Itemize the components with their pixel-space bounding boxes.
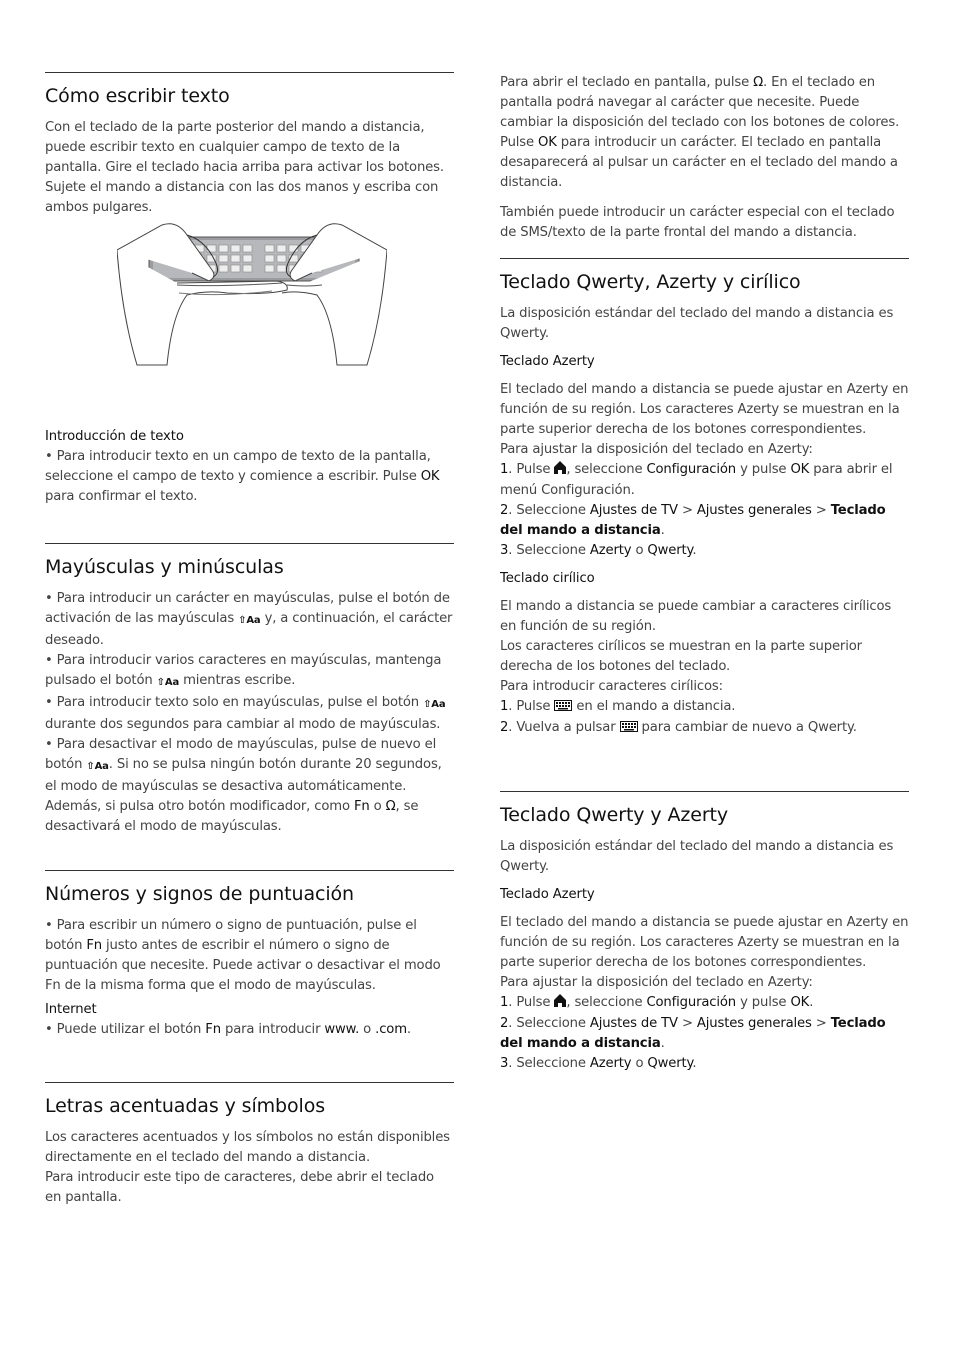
ok-key-label: OK xyxy=(420,469,440,484)
text: para confirmar el texto. xyxy=(45,489,198,504)
omega-icon: Ω xyxy=(385,799,396,814)
text: . xyxy=(809,995,814,1010)
step-1 xyxy=(500,460,909,501)
shift-caps-icon: ⇧Aa xyxy=(156,677,180,688)
step-number: 2 xyxy=(500,503,509,518)
bullet-uppercase-3 xyxy=(45,693,454,735)
text: . xyxy=(692,1056,697,1071)
text: o xyxy=(631,543,648,558)
onscreen-keyboard-block xyxy=(500,73,909,243)
text: para introducir un carácter. El teclado en pantalla desaparecerá al pulsar un carácter en el teclado del mando a distancia. xyxy=(500,135,898,190)
text: . Pulse xyxy=(508,462,555,477)
text: , seleccione xyxy=(566,462,647,477)
section-letras-acentuadas xyxy=(45,1082,454,1208)
option-label: Azerty xyxy=(589,543,632,558)
step-number: 3 xyxy=(500,1056,509,1071)
section-mayusculas xyxy=(45,543,454,837)
com-label: .com xyxy=(375,1022,407,1037)
step-1 xyxy=(500,697,909,718)
paragraph xyxy=(500,73,909,193)
section-title: Números y signos de puntuación xyxy=(45,883,354,905)
text: durante dos segundos para cambiar al modo de mayúsculas. xyxy=(45,717,441,732)
section-title: Teclado Qwerty, Azerty y cirílico xyxy=(500,271,801,293)
paragraph: Los caracteres acentuados y los símbolos no están disponibles directamente en el teclado del mando a distancia. xyxy=(45,1130,450,1165)
hands-holding-remote-keyboard-illustration xyxy=(117,165,387,390)
subsection-title: Teclado Azerty xyxy=(500,354,595,369)
text: o xyxy=(369,799,386,814)
home-icon xyxy=(554,994,566,1014)
subsection-title: Teclado cirílico xyxy=(500,571,595,586)
text: en el mando a distancia. xyxy=(572,699,736,714)
text: . xyxy=(406,1022,411,1037)
caps-key-label: Aa xyxy=(431,699,446,710)
paragraph: La disposición estándar del teclado del mando a distancia es Qwerty. xyxy=(500,306,894,341)
paragraph: El teclado del mando a distancia se puede ajustar en Azerty en función de su región. Los caracteres Azerty se muestran en la parte superior derecha de los botones correspondientes. xyxy=(500,382,909,437)
caps-key-label: Aa xyxy=(246,615,261,626)
text: > xyxy=(811,503,831,518)
section-title: Cómo escribir texto xyxy=(45,85,230,107)
text: • Para introducir texto en un campo de texto de la pantalla, seleccione el campo de texto y comience a escribir. Pulse xyxy=(45,449,431,484)
text: , seleccione xyxy=(566,995,647,1010)
text: . En el teclado en pantalla podrá navegar al carácter que necesite. Puede cambiar la disposición del teclado con los botones de colores. Pulse xyxy=(500,75,900,150)
paragraph: Para ajustar la disposición del teclado en Azerty: xyxy=(500,442,813,457)
text: o xyxy=(631,1056,648,1071)
caps-key-label: Aa xyxy=(164,677,180,688)
step-number: 2 xyxy=(500,720,509,735)
section-title: Teclado Qwerty y Azerty xyxy=(500,804,729,826)
paragraph: Los caracteres cirílicos se muestran en la parte superior derecha de los botones del teclado. xyxy=(500,639,862,674)
text: . Vuelva a pulsar xyxy=(508,720,620,735)
option-label: Qwerty xyxy=(647,1056,693,1071)
option-label: Azerty xyxy=(589,1056,632,1071)
section-title: Letras acentuadas y símbolos xyxy=(45,1095,326,1117)
cyrillic-keyboard-icon xyxy=(554,698,572,718)
text: > xyxy=(677,1016,697,1031)
www-label: www. xyxy=(324,1022,360,1037)
section-title: Mayúsculas y minúsculas xyxy=(45,556,284,578)
shift-caps-icon: ⇧Aa xyxy=(86,761,109,772)
text: . Si no se pulsa ningún botón durante 20 segundos, el modo de mayúsculas se desactiva automáticamente. Además, si pulsa otro botón modificador, como xyxy=(45,757,442,814)
step-1 xyxy=(500,993,909,1014)
step-2 xyxy=(500,501,909,541)
step-number: 1 xyxy=(500,995,509,1010)
subsection-title: Introducción de texto xyxy=(45,429,184,444)
step-3 xyxy=(500,1054,909,1074)
menu-label: Teclado del mando a distancia xyxy=(500,1016,886,1051)
bullet-text-entry xyxy=(45,447,454,507)
paragraph: Para introducir caracteres cirílicos: xyxy=(500,679,723,694)
menu-label: Ajustes de TV xyxy=(589,503,678,518)
option-label: Qwerty xyxy=(647,543,693,558)
text: • Para desactivar el modo de mayúsculas, pulse de nuevo el botón xyxy=(45,737,437,772)
text: . Pulse xyxy=(508,995,555,1010)
shift-caps-icon: ⇧Aa xyxy=(238,615,261,626)
step-3 xyxy=(500,541,909,561)
paragraph: El mando a distancia se puede cambiar a caracteres cirílicos en función de su región. xyxy=(500,599,892,634)
paragraph: Para ajustar la disposición del teclado en Azerty: xyxy=(500,975,813,990)
bullet-uppercase-2 xyxy=(45,651,454,693)
ok-key-label: OK xyxy=(538,135,557,150)
home-icon xyxy=(554,461,566,481)
bullet-internet xyxy=(45,1020,454,1040)
paragraph: Para introducir este tipo de caracteres, debe abrir el teclado en pantalla. xyxy=(45,1170,434,1205)
paragraph: La disposición estándar del teclado del mando a distancia es Qwerty. xyxy=(500,839,894,874)
text: Para abrir el teclado en pantalla, pulse xyxy=(500,75,754,90)
config-menu-label: Configuración xyxy=(646,462,737,477)
text: . Seleccione xyxy=(508,1016,590,1031)
shift-caps-icon: ⇧Aa xyxy=(423,699,446,710)
text: • Para introducir un carácter en mayúsculas, pulse el botón de activación de las mayúsculas xyxy=(45,591,450,626)
paragraph: También puede introducir un carácter especial con el teclado de SMS/texto de la parte frontal del mando a distancia. xyxy=(500,205,895,240)
step-2 xyxy=(500,1014,909,1054)
text-entry-block xyxy=(45,427,454,507)
text: • Para escribir un número o signo de puntuación, pulse el botón xyxy=(45,918,417,953)
step-number: 1 xyxy=(500,462,509,477)
text: para abrir el menú Configuración. xyxy=(500,462,893,498)
text: > xyxy=(811,1016,831,1031)
paragraph: El teclado del mando a distancia se puede ajustar en Azerty en función de su región. Los caracteres Azerty se muestran en la parte superior derecha de los botones correspondientes. xyxy=(500,915,909,970)
text: justo antes de escribir el número o signo de puntuación que necesite. Puede activar o desactivar el modo Fn de la misma forma que el modo de mayúsculas. xyxy=(45,938,441,993)
text: y, a continuación, el carácter deseado. xyxy=(45,611,453,648)
bullet-uppercase-4 xyxy=(45,735,454,837)
config-menu-label: Configuración xyxy=(646,995,737,1010)
step-number: 3 xyxy=(500,543,509,558)
section-qwerty-azerty-cirilico xyxy=(500,258,909,739)
menu-label: Ajustes generales xyxy=(696,503,812,518)
caps-key-label: Aa xyxy=(94,761,109,772)
omega-icon: Ω xyxy=(753,75,764,90)
text: • Para introducir texto solo en mayúsculas, pulse el botón xyxy=(45,695,424,710)
section-numeros xyxy=(45,870,454,1040)
text: y pulse xyxy=(736,462,791,477)
text: mientras escribe. xyxy=(179,673,296,688)
fn-key-label: Fn xyxy=(205,1022,221,1037)
step-number: 2 xyxy=(500,1016,509,1031)
text: . xyxy=(660,523,665,538)
step-number: 1 xyxy=(500,699,509,714)
text: para introducir xyxy=(220,1022,325,1037)
text: . Pulse xyxy=(508,699,555,714)
subsection-title: Internet xyxy=(45,1002,97,1017)
text: , se desactivará el modo de mayúsculas. xyxy=(45,799,419,834)
text: . Seleccione xyxy=(508,543,590,558)
step-2 xyxy=(500,718,909,739)
menu-label: Ajustes de TV xyxy=(589,1016,678,1031)
menu-label: Teclado del mando a distancia xyxy=(500,503,886,538)
text: . xyxy=(692,543,697,558)
bullet-numbers xyxy=(45,916,454,996)
fn-key-label: Fn xyxy=(86,938,102,953)
section-qwerty-azerty xyxy=(500,791,909,1074)
text: . Seleccione xyxy=(508,1056,590,1071)
text: o xyxy=(359,1022,376,1037)
text: . Seleccione xyxy=(508,503,590,518)
text: > xyxy=(677,503,697,518)
paragraph: Con el teclado de la parte posterior del mando a distancia, puede escribir texto en cualquier campo de texto de la pantalla. Gire el teclado hacia arriba para activar los botones. Sujete el mando a distancia con las dos manos y escriba con ambos pulgares. xyxy=(45,120,444,215)
text: • Para introducir varios caracteres en mayúsculas, mantenga pulsado el botón xyxy=(45,653,442,688)
text: . xyxy=(660,1036,665,1051)
text: para cambiar de nuevo a Qwerty. xyxy=(637,720,857,735)
ok-key-label: OK xyxy=(790,462,810,477)
fn-key-label: Fn xyxy=(353,799,370,814)
menu-label: Ajustes generales xyxy=(696,1016,812,1031)
text: • Puede utilizar el botón xyxy=(45,1022,206,1037)
subsection-title: Teclado Azerty xyxy=(500,887,595,902)
cyrillic-keyboard-icon xyxy=(620,719,638,739)
text: y pulse xyxy=(736,995,791,1010)
ok-key-label: OK xyxy=(790,995,810,1010)
bullet-uppercase-1 xyxy=(45,589,454,651)
